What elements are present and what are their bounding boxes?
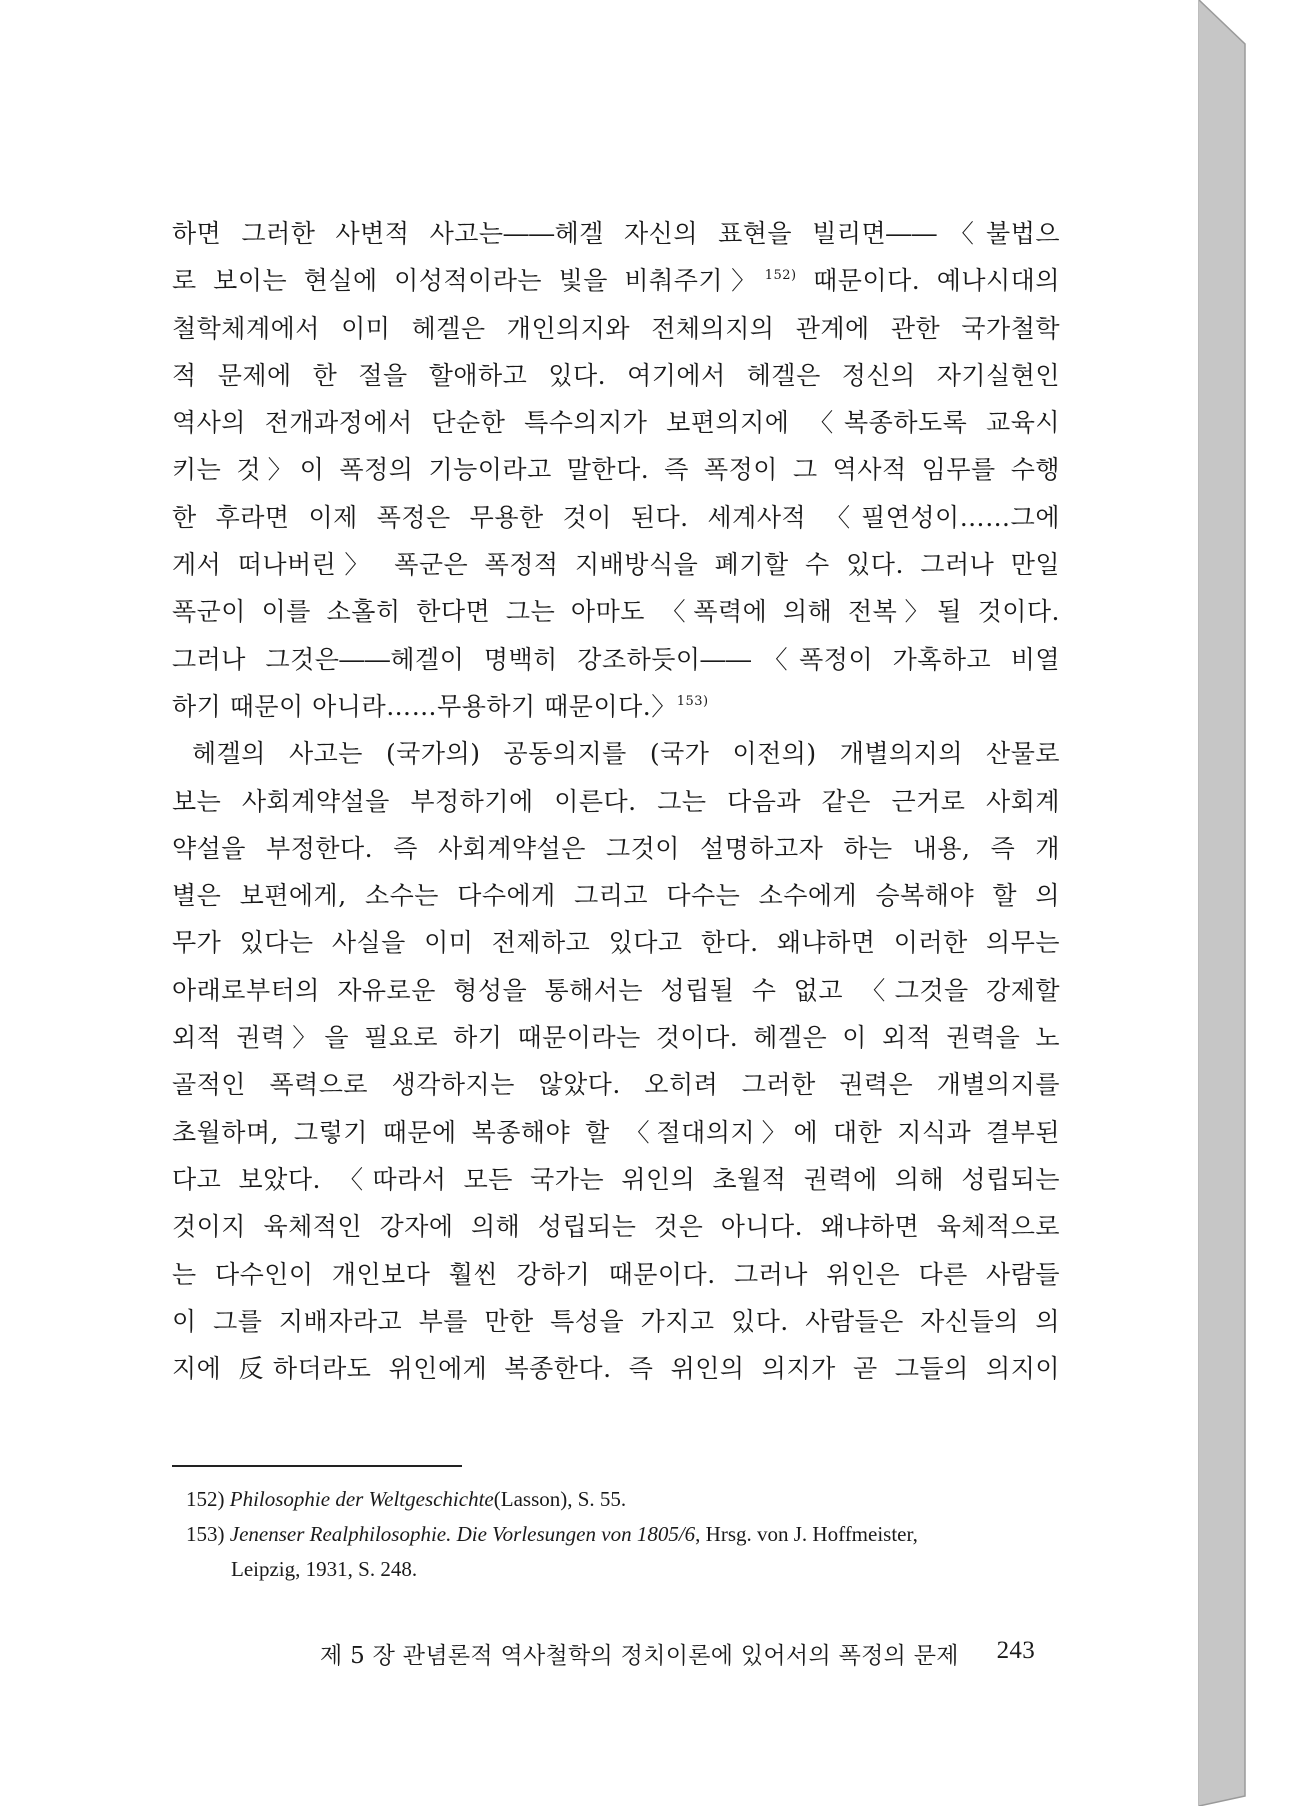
footnote-ref-152[interactable]: 152) <box>764 268 797 284</box>
text-line: 적 문제에 한 절을 할애하고 있다. 여기에서 헤겔은 정신의 자기실현인 <box>172 360 1060 390</box>
running-footer <box>320 1637 1035 1670</box>
chapter-title: 제 5 장 관념론적 역사철학의 정치이론에 있어서의 폭정의 문제 <box>320 1643 959 1669</box>
paragraph-2 <box>172 730 1060 1392</box>
footnote-153-continuation: Leipzig, 1931, S. 248. <box>231 1557 418 1581</box>
text-line: 키는 것〉이 폭정의 기능이라고 말한다. 즉 폭정이 그 역사적 임무를 수행 <box>172 455 1060 485</box>
footnotes <box>186 1482 1060 1587</box>
text-line: 골적인 폭력으로 생각하지는 않았다. 오히려 그러한 권력은 개별의지를 <box>172 1070 1060 1100</box>
text-line: 외적 권력〉을 필요로 하기 때문이라는 것이다. 헤겔은 이 외적 권력을 노 <box>172 1023 1060 1053</box>
text-line: 것이지 육체적인 강자에 의해 성립되는 것은 아니다. 왜냐하면 육체적으로 <box>172 1212 1060 1242</box>
text-line: 로 보이는 현실에 이성적이라는 빛을 비춰주기〉$^{152)}$ 때문이다. 예나시대의 <box>172 266 1060 296</box>
text-line: 다고 보았다. 〈따라서 모든 국가는 위인의 초월적 권력에 의해 성립되는 <box>172 1164 1060 1194</box>
text-line: 무가 있다는 사실을 이미 전제하고 있다고 한다. 왜냐하면 이러한 의무는 <box>172 928 1060 958</box>
paragraph-1 <box>172 210 1060 730</box>
text-line: 하면 그러한 사변적 사고는――헤겔 자신의 표현을 빌리면――〈불법으 <box>172 219 1060 248</box>
footnote-153: 153) Jenenser Realphilosophie. Die Vorlesungen von 1805/6, Hrsg. von J. Hoffmeister, <box>186 1522 918 1546</box>
text-line: 이 그를 지배자라고 부를 만한 특성을 가지고 있다. 사람들은 자신들의 의 <box>172 1306 1060 1336</box>
text-line: 철학체계에서 이미 헤겔은 개인의지와 전체의지의 관계에 관한 국가철학 <box>172 313 1060 343</box>
text-line: 는 다수인이 개인보다 훨씬 강하기 때문이다. 그러나 위인은 다른 사람들 <box>172 1259 1060 1289</box>
text-line: 한 후라면 이제 폭정은 무용한 것이 된다. 세계사적 〈필연성이……그에 <box>172 502 1060 532</box>
text-line: 폭군이 이를 소홀히 한다면 그는 아마도 〈폭력에 의해 전복〉될 것이다. <box>172 597 1060 627</box>
text-line: 게서 떠나버린〉 폭군은 폭정적 지배방식을 폐기할 수 있다. 그러나 만일 <box>172 550 1060 580</box>
text-line: 그러나 그것은――헤겔이 명백히 강조하듯이――〈폭정이 가혹하고 비열 <box>172 644 1060 674</box>
text-line: 보는 사회계약설을 부정하기에 이른다. 그는 다음과 같은 근거로 사회계 <box>172 786 1060 816</box>
page-number: 243 <box>996 1637 1035 1664</box>
text-line: 하기 때문이 아니라……무용하기 때문이다.〉$^{153)}$ <box>172 691 709 721</box>
book-edge <box>1199 0 1251 1806</box>
footnote-divider <box>172 1465 462 1467</box>
text-line: 역사의 전개과정에서 단순한 특수의지가 보편의지에 〈복종하도록 교육시 <box>172 408 1060 438</box>
footnote-ref-153[interactable]: 153) <box>676 693 709 709</box>
text-line: 약설을 부정한다. 즉 사회계약설은 그것이 설명하고자 하는 내용, 즉 개 <box>172 833 1060 863</box>
body-text <box>172 210 1060 1392</box>
footnote-152: 152) Philosophie der Weltgeschichte(Lasson), S. 55. <box>186 1487 627 1511</box>
text-line: 지에 反하더라도 위인에게 복종한다. 즉 위인의 의지가 곧 그들의 의지이 <box>172 1354 1060 1384</box>
text-line: 초월하며, 그렇기 때문에 복종해야 할 〈절대의지〉에 대한 지식과 결부된 <box>172 1117 1060 1147</box>
text-line: 헤겔의 사고는 (국가의) 공동의지를 (국가 이전의) 개별의지의 산물로 <box>192 739 1060 769</box>
text-line: 별은 보편에게, 소수는 다수에게 그리고 다수는 소수에게 승복해야 할 의 <box>172 881 1060 911</box>
text-line: 아래로부터의 자유로운 형성을 통해서는 성립될 수 없고 〈그것을 강제할 <box>172 975 1060 1005</box>
